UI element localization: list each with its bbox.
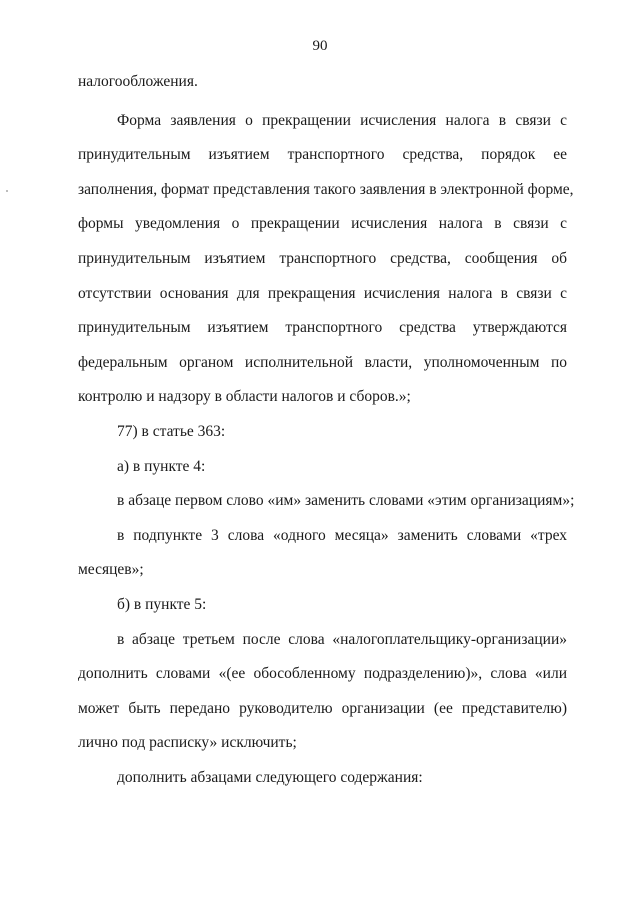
text-line: дополнить абзацами следующего содержания: <box>117 769 423 786</box>
text-line: заполнения, формат представления такого заявления в электронной форме, <box>78 181 574 198</box>
text-line: отсутствии основания для прекращения исчисления налога в связи с <box>78 285 567 302</box>
text-line: может быть передано руководителю организации (ее представителю) <box>78 700 567 717</box>
text-line: Форма заявления о прекращении исчисления налога в связи с <box>117 112 567 129</box>
text-line: принудительным изъятием транспортного средства утверждаются <box>78 319 567 336</box>
text-line: в подпункте 3 слова «одного месяца» заменить словами «трех <box>117 527 567 544</box>
text-line: формы уведомления о прекращении исчисления налога в связи с <box>78 215 567 232</box>
text-line: месяцев»; <box>78 561 144 578</box>
text-line: принудительным изъятием транспортного средства, порядок ее <box>78 146 567 163</box>
text-line: принудительным изъятием транспортного средства, сообщения об <box>78 250 567 267</box>
page-number: 90 <box>312 38 328 54</box>
text-line: федеральным органом исполнительной власти, уполномоченным по <box>78 354 567 371</box>
text-line: в абзаце первом слово «им» заменить словами «этим организациям»; <box>117 492 575 509</box>
text-line: налогообложения. <box>78 73 198 90</box>
text-line: контролю и надзору в области налогов и сборов.»; <box>78 388 411 405</box>
text-line: лично под расписку» исключить; <box>78 734 297 751</box>
text-line: б) в пункте 5: <box>117 596 207 613</box>
text-line: 77) в статье 363: <box>117 423 226 440</box>
text-line: дополнить словами «(ее обособленному подразделению)», слова «или <box>78 665 567 682</box>
scan-speck <box>6 190 8 192</box>
text-line: в абзаце третьем после слова «налогоплательщику-организации» <box>117 631 567 648</box>
text-line: а) в пункте 4: <box>117 458 206 475</box>
